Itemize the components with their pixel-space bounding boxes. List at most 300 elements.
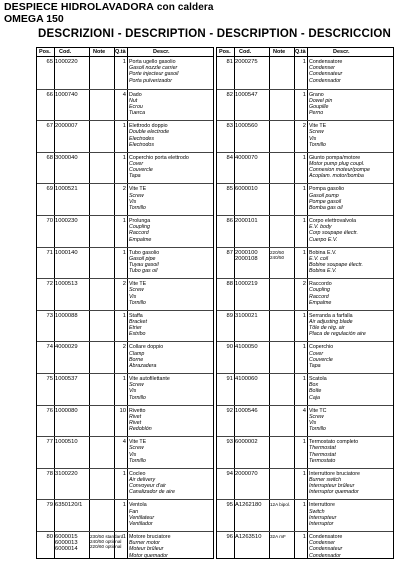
code-cell: 1000140	[55, 249, 78, 256]
description-line: Box	[309, 382, 319, 389]
description-line: Interruptor	[309, 521, 334, 527]
description-line: Switch	[309, 508, 325, 515]
qty-cell: 1	[122, 534, 126, 540]
pos-cell: 76	[46, 407, 53, 414]
description-line: Gasoil nozzle carrier	[129, 65, 178, 72]
description-cell	[309, 250, 394, 275]
qty-cell: 1	[302, 502, 306, 509]
pos-cell: 66	[46, 91, 53, 98]
col-pos: Pos.	[39, 49, 51, 55]
table-row	[217, 215, 393, 247]
description-line: Prolunga	[129, 218, 151, 224]
description-line: Etrier	[129, 325, 142, 332]
code-cell: 4100060	[235, 376, 258, 382]
pos-cell: 96	[226, 534, 233, 540]
description-line: Porta ugello gasolio	[129, 59, 176, 65]
table-row	[37, 183, 213, 215]
description-line: Termostato	[309, 457, 336, 464]
description-line: Air delivery	[129, 477, 156, 483]
qty-cell: 1	[122, 249, 126, 256]
description-line: Screw	[309, 413, 324, 420]
description-line: Pompe gasoil	[309, 198, 342, 205]
pos-cell: 95	[226, 502, 233, 509]
col-cod: Cod.	[59, 49, 72, 55]
description-line: Rivetto	[129, 407, 146, 414]
description-line: Gasoil pipe	[129, 255, 156, 262]
qty-cell: 1	[302, 154, 306, 161]
table-row	[37, 215, 213, 247]
qty-cell: 1	[302, 344, 306, 351]
code-cell: 1000219	[235, 281, 258, 288]
column-header	[37, 48, 213, 57]
code-cell: 6000015 6000013 6000014	[55, 534, 78, 553]
model-name: OMEGA 150	[4, 13, 64, 25]
page-title: DESCRIZIONI - DESCRIPTION - DESCRIPTION - DESCRICCION	[38, 28, 392, 40]
description-line: Rivet	[129, 413, 142, 420]
table-row	[37, 405, 213, 437]
code-cell: 1000537	[55, 376, 78, 382]
description-line: Vis	[309, 420, 317, 426]
description-line: Tubo gas oil	[129, 268, 158, 275]
description-line: Giunto pompa/motore	[309, 154, 361, 161]
code-cell: A1263510	[235, 534, 262, 540]
description-cell	[129, 376, 214, 401]
table-row	[217, 405, 393, 437]
description-line: Screw	[129, 382, 144, 389]
table-row	[217, 278, 393, 310]
table-row	[217, 531, 393, 563]
description-line: Raccord	[309, 293, 329, 300]
pos-cell: 84	[226, 154, 233, 161]
qty-cell: 2	[302, 123, 306, 130]
note-cell: 230/50 standard 240/50 optional 220/60 optional	[90, 534, 124, 549]
code-cell: 1000510	[55, 439, 78, 446]
code-cell: 1000560	[235, 123, 258, 130]
description-cell	[129, 123, 214, 148]
description-cell	[309, 408, 394, 433]
description-line: Tornillo	[129, 457, 146, 464]
description-line: Staffa	[129, 312, 143, 319]
description-cell	[309, 471, 394, 496]
qty-cell: 1	[302, 312, 306, 319]
pos-cell: 73	[46, 312, 53, 319]
description-line: Condensatore	[309, 59, 343, 65]
qty-cell: 1	[302, 249, 306, 256]
description-line: Abrazadera	[129, 363, 157, 369]
description-line: Tapa	[129, 173, 141, 180]
description-line: Coupling	[309, 287, 330, 294]
code-cell: 4000070	[235, 154, 258, 161]
table-row	[217, 373, 393, 405]
description-line: Interruttore	[309, 502, 335, 509]
pos-cell: 71	[46, 249, 53, 256]
description-cell	[309, 186, 394, 211]
table-row	[37, 341, 213, 373]
pos-cell: 81	[226, 59, 233, 65]
description-line: Motor quemador	[129, 552, 168, 559]
description-line: Gasoil pump	[309, 192, 339, 199]
qty-cell: 2	[302, 281, 306, 288]
qty-cell: 2	[122, 344, 126, 351]
table-row	[217, 152, 393, 184]
description-cell	[129, 439, 214, 464]
qty-cell: 1	[122, 123, 126, 130]
col-note: Note	[273, 49, 286, 55]
qty-cell: 1	[302, 470, 306, 477]
description-line: Rivet	[129, 420, 142, 426]
qty-cell: 1	[302, 218, 306, 224]
pos-cell: 86	[226, 218, 233, 224]
description-line: Tornillo	[129, 299, 146, 306]
pos-cell: 75	[46, 376, 53, 382]
qty-cell: 1	[122, 312, 126, 319]
description-line: Connexion moteur/pompe	[309, 167, 370, 174]
qty-cell: 1	[302, 186, 306, 193]
description-line: Motore bruciatore	[129, 534, 171, 540]
code-cell: A1262180	[235, 502, 262, 509]
description-line: Tornillo	[129, 205, 146, 211]
table-row	[217, 57, 393, 89]
description-cell	[309, 218, 394, 243]
header-sub: con caldera	[154, 2, 214, 13]
code-cell: 1000088	[55, 312, 78, 319]
pos-cell: 82	[226, 91, 233, 98]
description-cell	[129, 218, 214, 243]
document-header	[4, 1, 214, 13]
qty-cell: 10	[119, 407, 126, 414]
description-line: Goupille	[309, 104, 329, 110]
pos-cell: 68	[46, 154, 53, 161]
description-line: Vite autofilettante	[129, 376, 170, 382]
table-row	[217, 120, 393, 152]
description-line: Bobine soupape électr.	[309, 262, 363, 268]
description-line: Coperchio porta elettrodo	[129, 154, 189, 161]
description-line: Bobina E.V.	[309, 249, 337, 256]
description-line: Placa de regulación aire	[309, 331, 366, 338]
description-line: Tuyau gasoil	[129, 262, 159, 268]
qty-cell: 1	[122, 218, 126, 224]
description-line: Tuerca	[129, 110, 146, 117]
description-cell	[309, 439, 394, 464]
description-cell	[129, 186, 214, 211]
qty-cell: 1	[302, 534, 306, 540]
description-line: Convoyeur d'air	[129, 483, 166, 490]
description-line: Vis	[129, 451, 137, 458]
description-line: Cover	[309, 350, 324, 357]
code-cell: 1000546	[235, 407, 258, 414]
description-line: Serranda a farfalla	[309, 312, 353, 319]
table-row	[217, 436, 393, 468]
pos-cell: 77	[46, 439, 53, 446]
code-cell: 1000513	[55, 281, 78, 288]
description-line: Couvercle	[309, 356, 333, 363]
description-line: Vite TE	[309, 123, 327, 130]
description-line: Tubo gasolio	[129, 249, 160, 256]
description-line: Interruptor quemador	[309, 489, 359, 496]
description-line: Porta pulverizador	[129, 77, 172, 84]
description-line: Thermostat	[309, 451, 336, 458]
description-cell	[129, 59, 214, 84]
description-line: Electrodes	[129, 135, 155, 142]
table-row	[37, 310, 213, 342]
col-qta: Q.tà	[295, 49, 306, 55]
code-cell: 4100050	[235, 344, 258, 351]
description-line: Interrupteur brûleur	[309, 483, 355, 490]
description-line: Raccord	[129, 230, 149, 237]
description-cell	[309, 59, 394, 84]
description-line: Vite TE	[129, 439, 147, 446]
qty-cell: 2	[122, 281, 126, 288]
description-cell	[129, 534, 214, 559]
description-line: Tornillo	[309, 141, 326, 148]
description-line: Boîte	[309, 388, 322, 395]
description-cell	[309, 313, 394, 338]
col-pos: Pos.	[219, 49, 231, 55]
description-line: Vite TC	[309, 407, 327, 414]
pos-cell: 80	[46, 534, 53, 540]
description-cell	[309, 534, 394, 559]
description-line: Corp soupape électr.	[309, 230, 358, 237]
description-line: Vis	[129, 198, 137, 205]
description-line: Screw	[309, 129, 324, 136]
description-line: Redoblón	[129, 426, 152, 433]
description-line: Canalizador de aire	[129, 489, 175, 496]
description-line: Clamp	[129, 350, 145, 357]
description-line: Vis	[129, 293, 137, 300]
description-cell	[129, 313, 214, 338]
code-cell: 1000230	[55, 218, 78, 224]
description-line: Borne	[129, 356, 144, 363]
code-cell: 1000547	[235, 91, 258, 98]
code-cell: 6000002	[235, 439, 258, 446]
description-line: Caja	[309, 394, 320, 401]
description-line: Perno	[309, 110, 324, 117]
description-cell	[129, 92, 214, 117]
description-line: Moteur brûleur	[129, 546, 164, 553]
pos-cell: 90	[226, 344, 233, 351]
description-line: Empalme	[129, 236, 152, 243]
description-line: Condenser	[309, 65, 335, 72]
table-row	[37, 531, 213, 563]
pos-cell: 67	[46, 123, 53, 130]
code-cell: 1000521	[55, 186, 78, 193]
note-cell: 32A mF	[270, 534, 286, 539]
description-line: Condensateur	[309, 546, 343, 553]
description-line: Pompa gasolio	[309, 186, 345, 193]
description-line: Scatola	[309, 376, 327, 382]
pos-cell: 72	[46, 281, 53, 288]
description-cell	[129, 344, 214, 369]
description-line: Coperchio	[309, 344, 334, 351]
parts-table-left	[36, 47, 214, 559]
col-descr: Descr.	[333, 49, 350, 55]
description-line: Nut	[129, 97, 138, 104]
description-cell	[129, 281, 214, 306]
description-line: Grano	[309, 91, 324, 98]
table-row	[37, 278, 213, 310]
description-line: E.V. body	[309, 224, 332, 231]
qty-cell: 1	[302, 376, 306, 382]
description-line: Coupling	[129, 224, 150, 231]
description-line: Vis	[309, 135, 317, 142]
description-line: Air adjusting blade	[309, 319, 353, 325]
description-line: Tornillo	[129, 394, 146, 401]
description-line: Empalme	[309, 299, 332, 306]
code-cell: 6000010	[235, 186, 258, 193]
description-cell	[309, 92, 394, 117]
description-line: Screw	[129, 192, 144, 199]
qty-cell: 1	[122, 154, 126, 161]
description-line: Corpo elettrovalvola	[309, 218, 357, 224]
table-row	[37, 57, 213, 89]
code-cell: 2000100 2000108	[235, 249, 258, 262]
description-line: Raccordo	[309, 281, 332, 288]
qty-cell: 1	[302, 439, 306, 446]
pos-cell: 65	[46, 59, 53, 65]
table-row	[217, 499, 393, 531]
col-descr: Descr.	[153, 49, 170, 55]
qty-cell: 2	[122, 186, 126, 193]
description-cell	[309, 344, 394, 369]
description-cell	[309, 281, 394, 306]
description-line: Tornillo	[309, 426, 326, 433]
description-cell	[309, 123, 394, 148]
pos-cell: 92	[226, 407, 233, 414]
description-line: Vite TE	[129, 281, 147, 288]
description-cell	[129, 502, 214, 527]
table-row	[37, 247, 213, 279]
table-row	[37, 152, 213, 184]
description-line: Vis	[129, 388, 137, 395]
table-row	[37, 120, 213, 152]
description-line: Condenser	[309, 540, 335, 547]
description-line: Fan	[129, 508, 139, 515]
code-cell: 1000080	[55, 407, 78, 414]
code-cell: 2000007	[55, 123, 78, 130]
pos-cell: 89	[226, 312, 233, 319]
description-line: Screw	[129, 287, 144, 294]
table-row	[37, 373, 213, 405]
description-line: Bomba gas oil	[309, 205, 343, 211]
description-line: Double electrode	[129, 129, 170, 136]
description-cell	[129, 408, 214, 433]
table-row	[37, 436, 213, 468]
pos-cell: 74	[46, 344, 53, 351]
description-cell	[309, 155, 394, 180]
qty-cell: 1	[302, 59, 306, 65]
table-row	[37, 499, 213, 531]
description-line: Termostato completo	[309, 439, 359, 446]
description-line: Dado	[129, 91, 142, 98]
qty-cell: 1	[122, 59, 126, 65]
pos-cell: 70	[46, 218, 53, 224]
pos-cell: 93	[226, 439, 233, 446]
table-row	[217, 183, 393, 215]
description-line: Cover	[129, 161, 144, 167]
code-cell: 2000070	[235, 470, 258, 477]
description-line: Estribo	[129, 331, 146, 338]
description-cell	[309, 502, 394, 527]
description-line: Dowel pin	[309, 97, 333, 104]
parts-table-right	[216, 47, 394, 559]
pos-cell: 88	[226, 281, 233, 288]
description-line: E.V. coil	[309, 255, 329, 262]
code-cell: 6350120/1	[55, 502, 83, 509]
description-line: Ventola	[129, 502, 147, 509]
description-cell	[309, 376, 394, 401]
description-line: Condensatore	[309, 534, 343, 540]
code-cell: 3100021	[235, 312, 258, 319]
col-qta: Q.tà	[115, 49, 126, 55]
note-cell: 220/50 240/50	[270, 249, 285, 260]
description-line: Burner switch	[309, 477, 342, 483]
code-cell: 3100220	[55, 470, 78, 477]
table-row	[217, 341, 393, 373]
code-cell: 1000220	[55, 59, 78, 65]
description-line: Condensador	[309, 552, 341, 559]
qty-cell: 1	[122, 376, 126, 382]
note-cell: 12A bipol.	[270, 502, 291, 508]
description-line: Bracket	[129, 319, 147, 325]
description-line: Ventilador	[129, 521, 153, 527]
qty-cell: 1	[302, 91, 306, 98]
description-line: Elettrodo doppio	[129, 123, 168, 130]
description-line: Interruttore bruciatore	[309, 470, 360, 477]
pos-cell: 91	[226, 376, 233, 382]
table-row	[37, 468, 213, 500]
code-cell: 1000740	[55, 91, 78, 98]
description-line: Condensateur	[309, 71, 343, 78]
header-main: DESPIECE HIDROLAVADORA	[4, 1, 154, 13]
description-line: Burner motor	[129, 540, 160, 547]
description-line: Screw	[129, 445, 144, 452]
description-line: Interrupteur	[309, 514, 337, 521]
qty-cell: 4	[122, 439, 126, 446]
column-header	[217, 48, 393, 57]
description-line: Motor pump plug coupl.	[309, 161, 365, 167]
description-line: Tapa	[309, 363, 321, 369]
table-row	[217, 89, 393, 121]
col-cod: Cod.	[239, 49, 252, 55]
qty-cell: 1	[122, 502, 126, 509]
description-line: Porte injecteur gasoil	[129, 71, 179, 78]
description-cell	[129, 471, 214, 496]
pos-cell: 83	[226, 123, 233, 130]
description-line: Collare doppio	[129, 344, 164, 351]
qty-cell: 4	[302, 407, 306, 414]
code-cell: 2000275	[235, 59, 258, 65]
description-line: Vite TE	[129, 186, 147, 193]
table-row	[217, 247, 393, 279]
table-row	[37, 89, 213, 121]
description-cell	[129, 155, 214, 180]
qty-cell: 4	[122, 91, 126, 98]
code-cell: 3000040	[55, 154, 78, 161]
qty-cell: 1	[122, 470, 126, 477]
pos-cell: 85	[226, 186, 233, 193]
description-line: Bobina E.V.	[309, 268, 337, 275]
pos-cell: 87	[226, 249, 233, 256]
description-line: Cocleo	[129, 470, 146, 477]
description-cell	[129, 250, 214, 275]
description-line: Electrodos	[129, 141, 155, 148]
description-line: Acoplam. motor/bomba	[309, 173, 364, 180]
col-note: Note	[93, 49, 106, 55]
description-line: Couvercle	[129, 167, 153, 174]
table-row	[217, 310, 393, 342]
pos-cell: 94	[226, 470, 233, 477]
code-cell: 4000029	[55, 344, 78, 351]
